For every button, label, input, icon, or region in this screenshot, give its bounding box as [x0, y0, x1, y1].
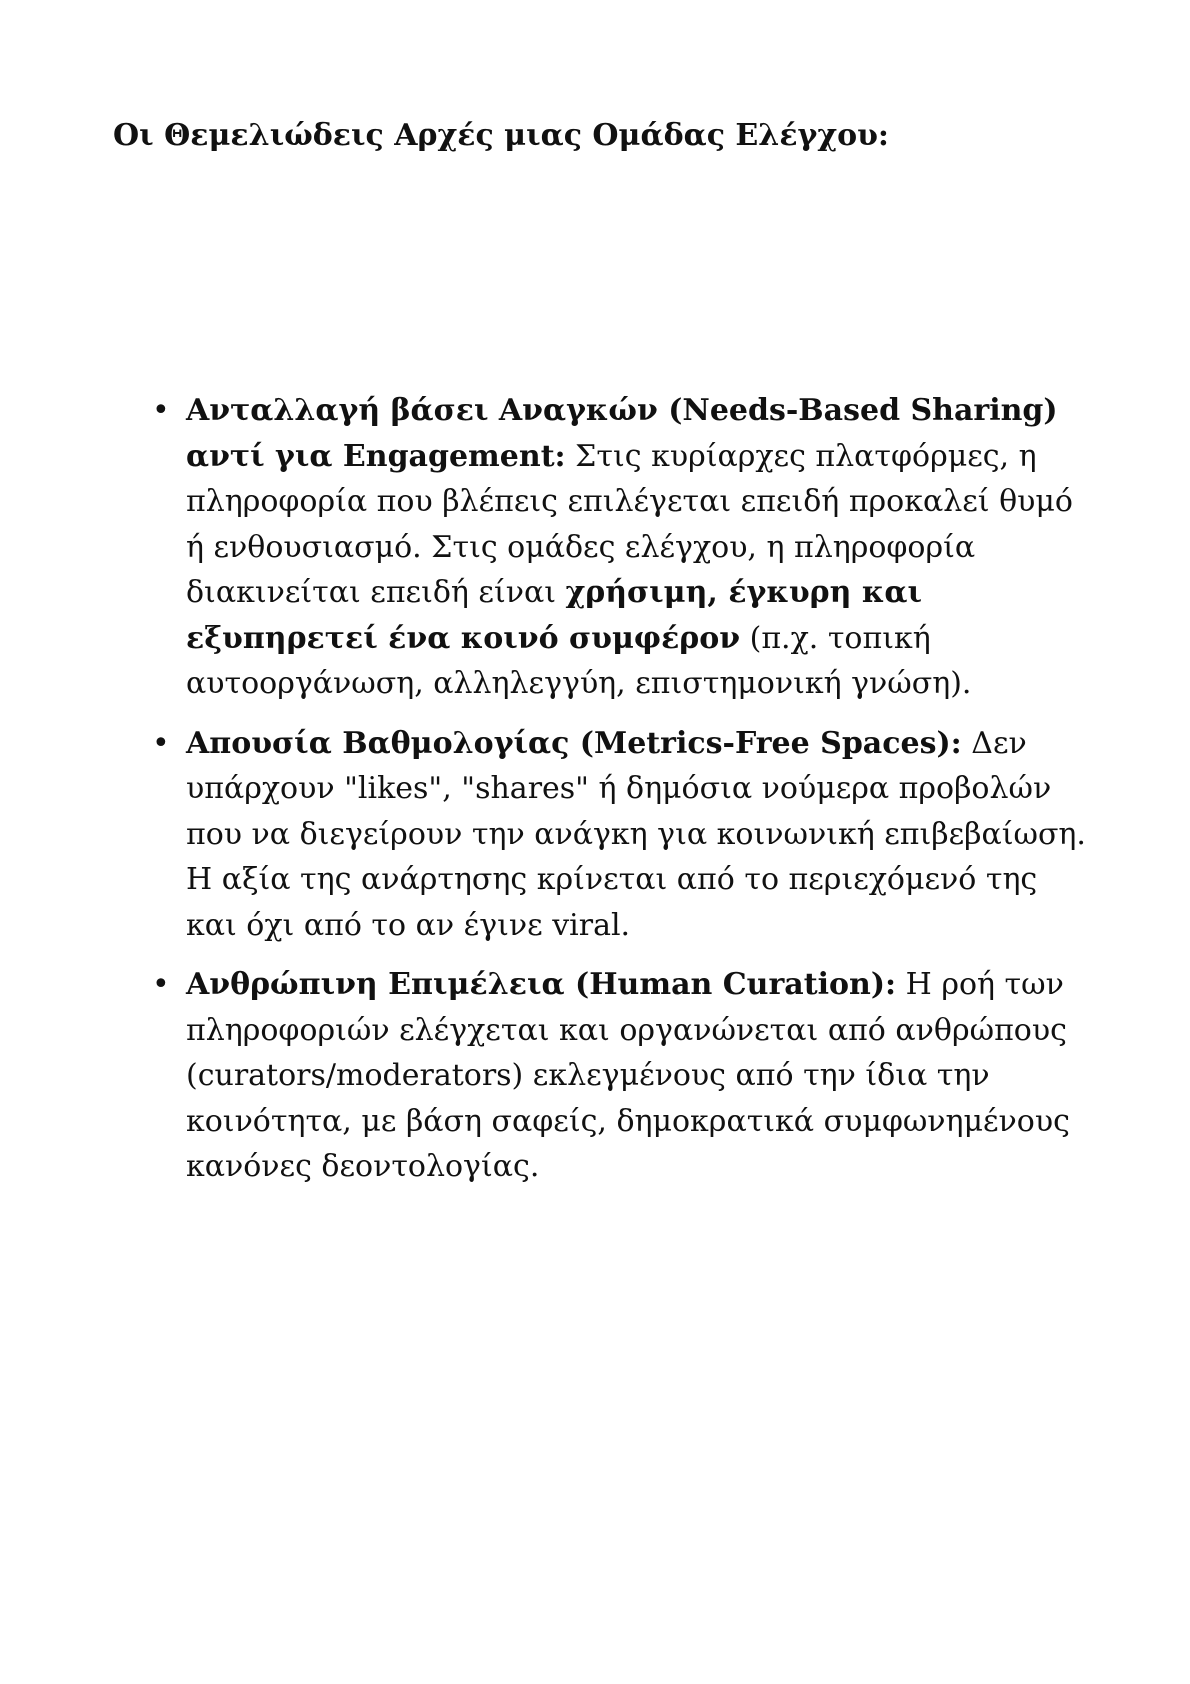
- principle-item-needs-based-sharing: [0, 388, 1086, 707]
- principles-list: [0, 388, 1190, 1204]
- principle-body: Στις κυρίαρχες πλατφόρμες, η πληροφορία που βλέπεις επιλέγεται επειδή προκαλεί θυμό ή ενθουσιασμό. Στις ομάδες ελέγχου, η πληροφορία διακινείται επειδή είναι: [186, 438, 1073, 610]
- page-title: Οι Θεμελιώδεις Αρχές μιας Ομάδας Ελέγχου:: [113, 118, 889, 153]
- principle-emphasis: χρήσιμη, έγκυρη και εξυπηρετεί ένα κοινό συμφέρον: [186, 575, 922, 656]
- bullet-icon: •: [152, 393, 170, 428]
- bullet-icon: •: [152, 967, 170, 1002]
- principle-body: Η ροή των πληροφοριών ελέγχεται και οργανώνεται από ανθρώπους (curators/moderators) εκλεγμένους από την ίδια την κοινότητα, με βάση σαφείς, δημοκρατικά συμφωνημένους κανόνες δεοντολογίας.: [186, 967, 1070, 1184]
- principle-body-continued: (π.χ. τοπική αυτοοργάνωση, αλληλεγγύη, επιστημονική γνώση).: [186, 620, 972, 701]
- bullet-icon: •: [152, 725, 170, 761]
- principle-heading: Ανθρώπινη Επιμέλεια (Human Curation):: [186, 967, 897, 1002]
- principle-body: Δεν υπάρχουν "likes", "shares" ή δημόσια νούμερα προβολών που να διεγείρουν την ανάγκη για κοινωνική επιβεβαίωση. Η αξία της ανάρτησης κρίνεται από το περιεχόμενό της και όχι από το αν έγινε viral.: [186, 725, 1086, 943]
- principle-heading: Απουσία Βαθμολογίας (Metrics-Free Spaces):: [186, 725, 962, 761]
- principle-item-metrics-free: [0, 721, 1086, 949]
- principle-item-human-curation: [0, 962, 1086, 1190]
- principle-heading: Ανταλλαγή βάσει Αναγκών (Needs-Based Sharing) αντί για Engagement:: [186, 393, 1058, 474]
